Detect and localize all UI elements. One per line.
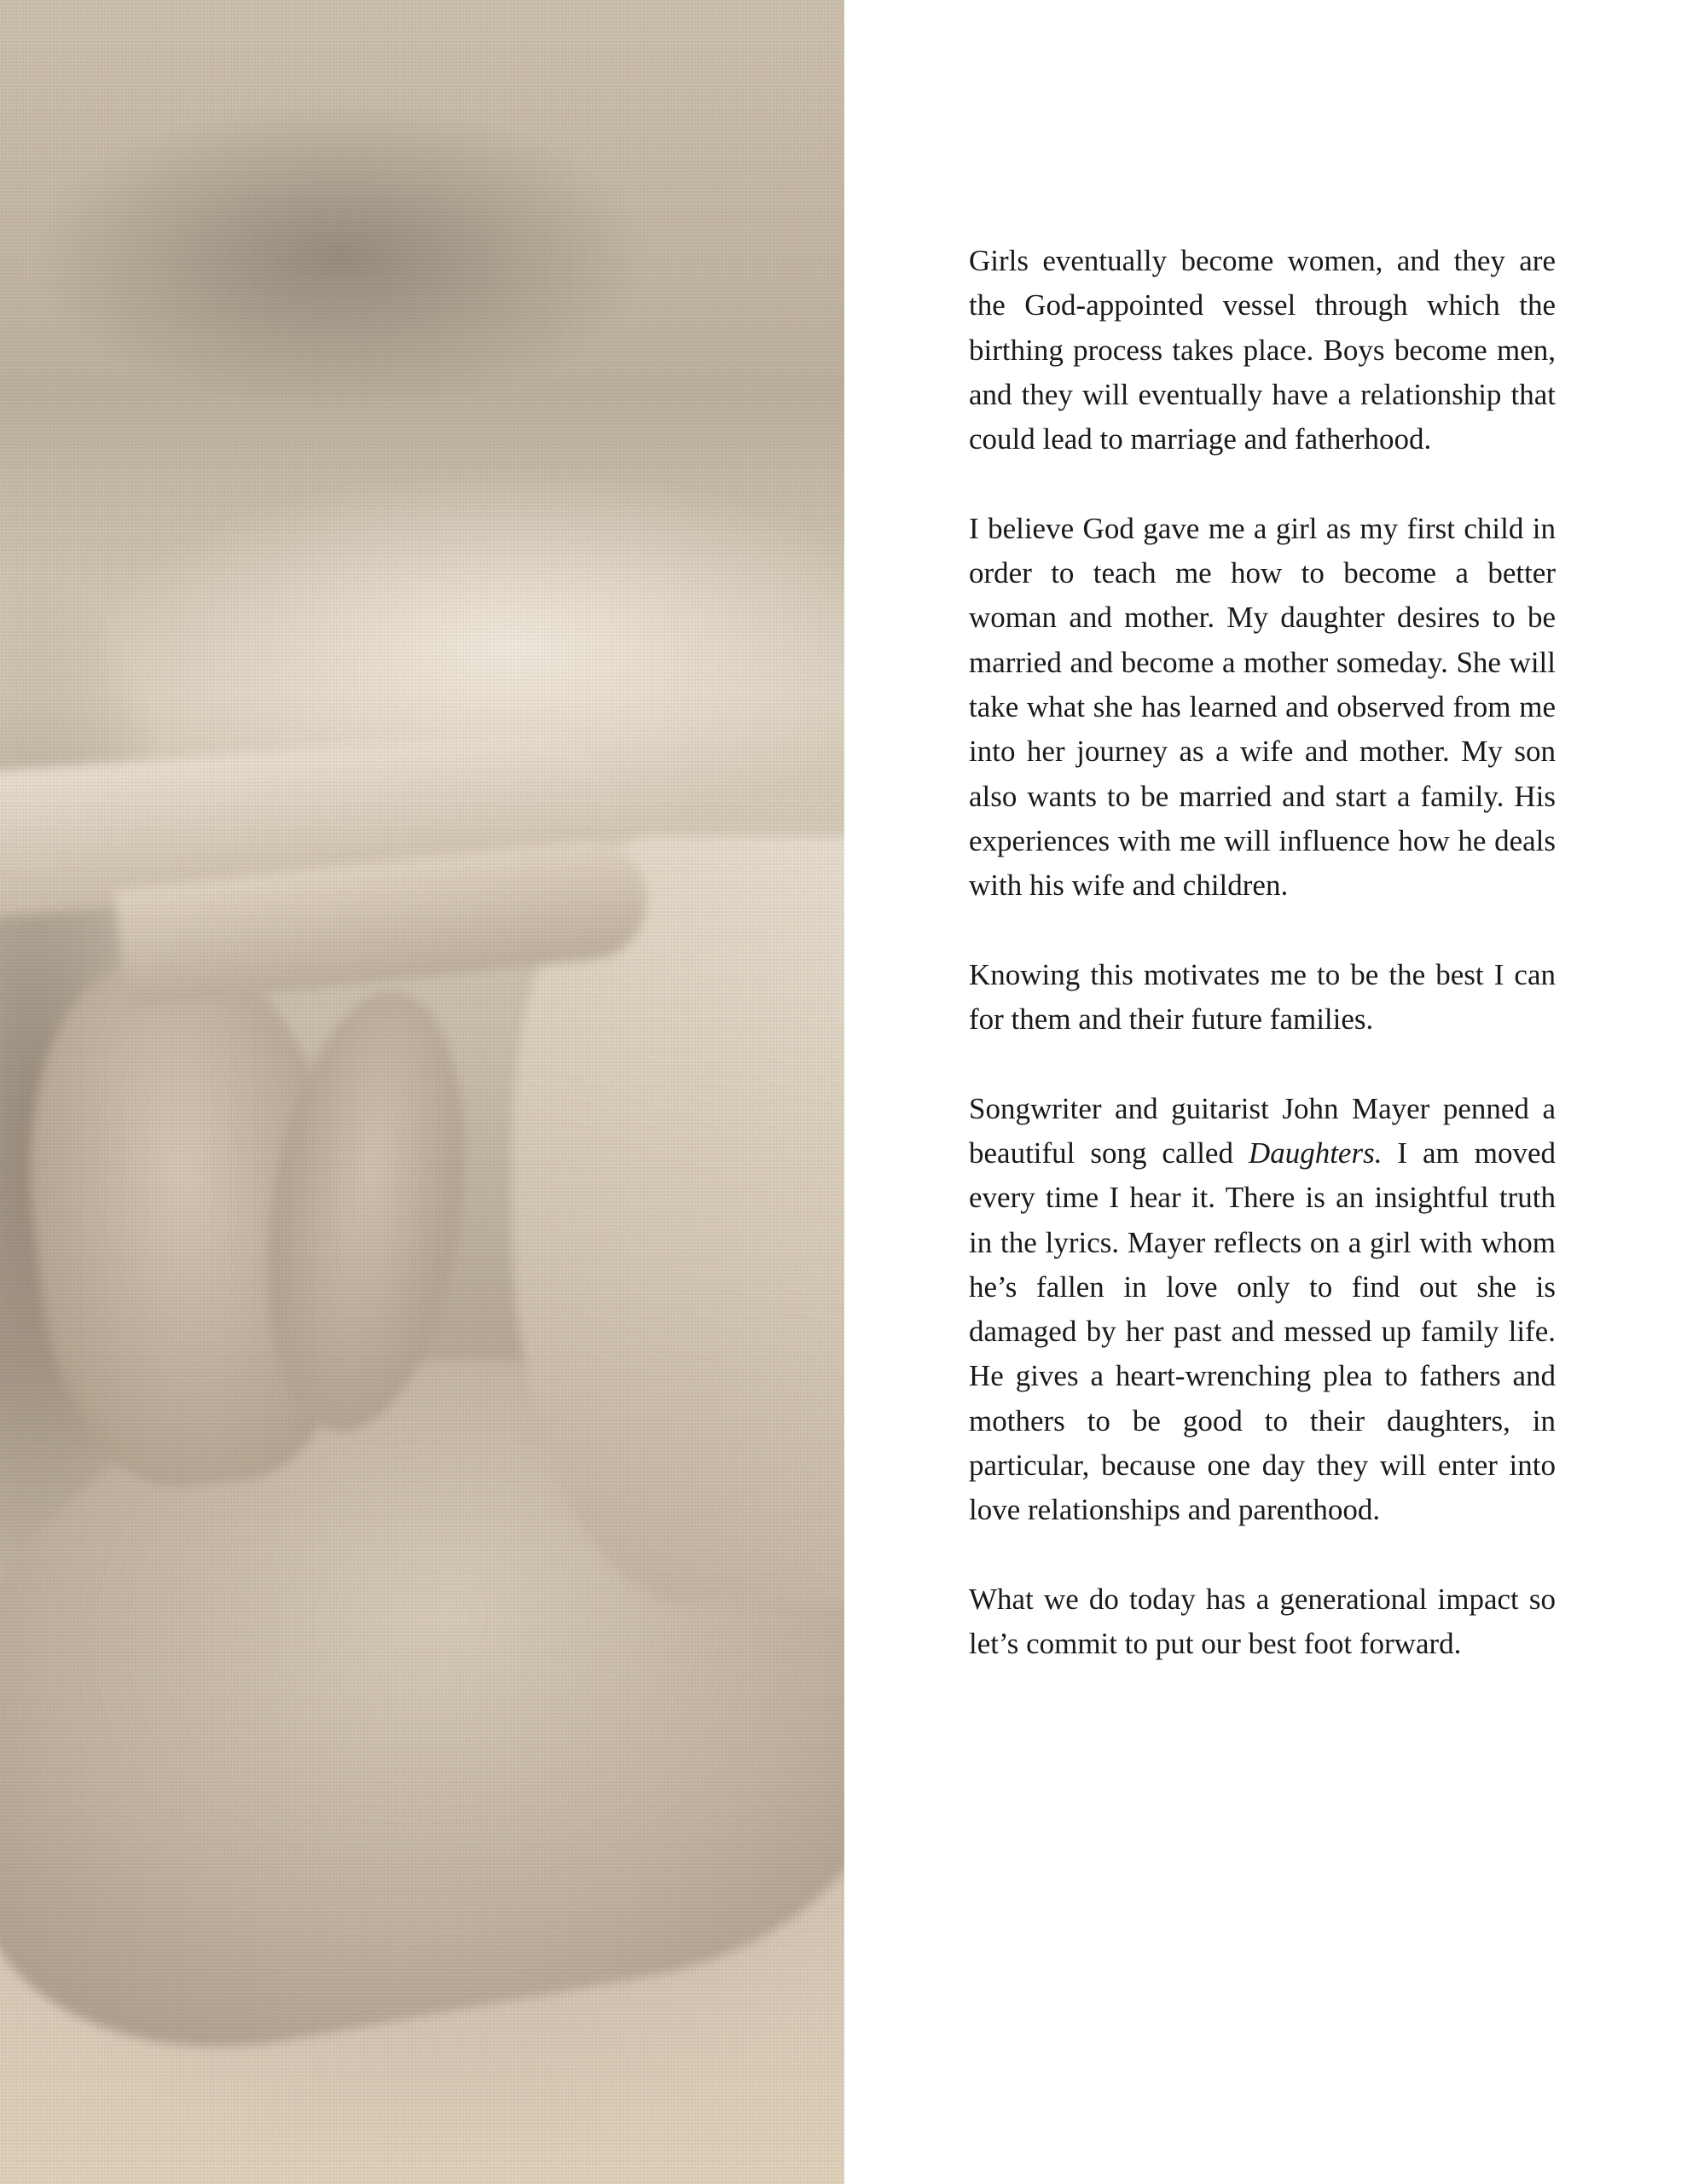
article-text-column: [969, 239, 1556, 1667]
paragraph-5: What we do today has a generational impact so let’s commit to put our best foot forward.: [969, 1582, 1556, 1661]
paragraph-1: Girls eventually become women, and they are the God-appointed vessel through which the birthing process takes place. Boys become men, and they will eventually have a relationship that could lead to marriage and fatherhood.: [969, 244, 1556, 456]
song-title-italic: Daughters.: [1248, 1136, 1383, 1170]
paragraph-4: [969, 1087, 1556, 1533]
paragraph-3: Knowing this motivates me to be the best I can for them and their future families.: [969, 957, 1556, 1037]
paragraph-4-after-italic: I am moved every time I hear it. There is an insightful truth in the lyrics. Mayer reflects on a girl with whom he’s fallen in love only to find out she is damaged by her past and messed up family life. He gives a heart-wrenching plea to fathers and mothers to be good to their daughters, in particular, because one day they will enter into love relationships and parenthood.: [969, 1136, 1556, 1527]
paragraph-4-before-italic: Songwriter and guitarist John Mayer penned a beautiful song called: [969, 1091, 1556, 1170]
paragraph-2: I believe God gave me a girl as my first child in order to teach me how to become a better woman and mother. My daughter desires to be married and become a mother someday. She will take what she has learned and observed from me into her journey as a wife and mother. My son also wants to be married and start a family. His experiences with me will influence how he deals with his wife and children.: [969, 511, 1556, 903]
